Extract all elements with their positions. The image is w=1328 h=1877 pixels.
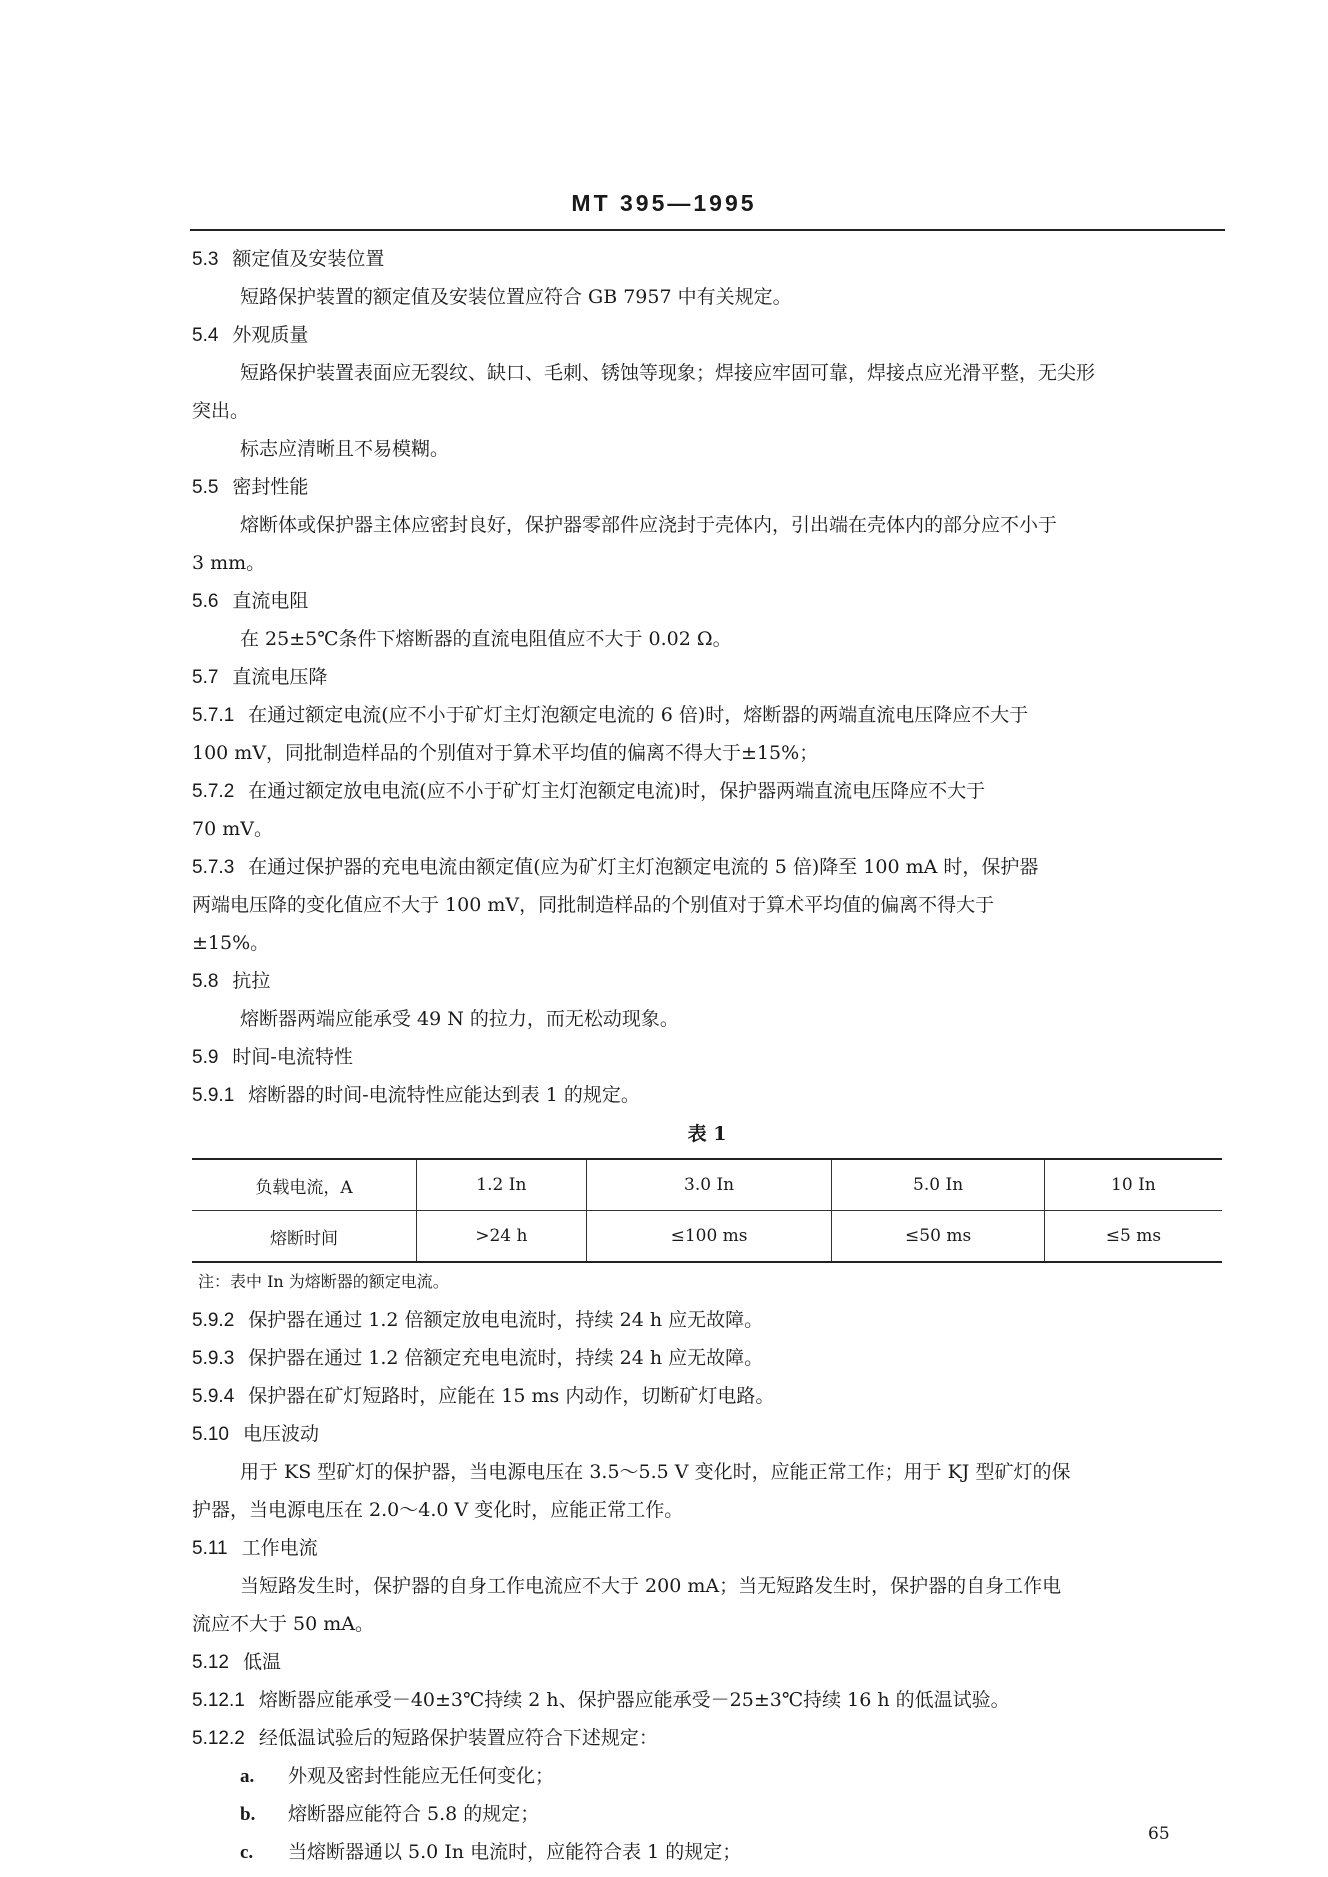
paragraph-line: [192, 810, 1222, 848]
line-text: 短路保护装置的额定值及安装位置应符合 GB 7957 中有关规定。: [240, 286, 792, 308]
line-text: 突出。: [192, 400, 250, 422]
line-text: 100 mV，同批制造样品的个别值对于算术平均值的偏离不得大于±15%；: [192, 742, 819, 764]
line-text: 护器，当电源电压在 2.0～4.0 V 变化时，应能正常工作。: [192, 1499, 684, 1521]
time-current-table: [192, 1158, 1222, 1263]
section-lines-part2: [192, 1301, 1222, 1757]
clause-heading-line: [192, 240, 1222, 278]
clause-number: 5.11: [192, 1538, 228, 1559]
clause-number: 5.12.1: [192, 1690, 245, 1711]
table-cell: 5.0 In: [832, 1159, 1044, 1211]
line-text: 保护器在通过 1.2 倍额定充电电流时，持续 24 h 应无故障。: [248, 1347, 764, 1369]
line-text: 工作电流: [241, 1537, 318, 1559]
clause-number: 5.12: [192, 1652, 229, 1673]
line-text: 短路保护装置表面应无裂纹、缺口、毛刺、锈蚀等现象；焊接应牢固可靠，焊接点应光滑平整，无尖形: [240, 362, 1096, 384]
table-cell: ≤100 ms: [586, 1211, 832, 1263]
clause-number: 5.7.1: [192, 705, 235, 726]
paragraph-line: [192, 1453, 1222, 1491]
list-item-text: 当熔断器通以 5.0 In 电流时，应能符合表 1 的规定；: [288, 1841, 742, 1863]
clause-heading-line: [192, 316, 1222, 354]
document-body: [192, 240, 1222, 1871]
table-note: 注：表中 In 为熔断器的额定电流。: [198, 1272, 449, 1291]
clause-number: 5.5: [192, 477, 219, 498]
paragraph-line: [192, 392, 1222, 430]
clause-heading-line: [192, 1529, 1222, 1567]
clause-number: 5.6: [192, 591, 219, 612]
line-text: 在 25±5℃条件下熔断器的直流电阻值应不大于 0.02 Ω。: [240, 628, 732, 650]
clause-number: 5.9.1: [192, 1085, 235, 1106]
line-text: 在通过额定放电电流(应不小于矿灯主灯泡额定电流)时，保护器两端直流电压降应不大于: [248, 780, 986, 802]
table-cell: 1.2 In: [417, 1159, 587, 1211]
paragraph-line: [192, 1605, 1222, 1643]
line-text: 经低温试验后的短路保护装置应符合下述规定：: [258, 1727, 658, 1749]
list-item-text: 熔断器应能符合 5.8 的规定；: [288, 1803, 540, 1825]
clause-heading-line: [192, 1038, 1222, 1076]
table-cell: ≤50 ms: [832, 1211, 1044, 1263]
clause-heading-line: [192, 1415, 1222, 1453]
paragraph-line: [192, 620, 1222, 658]
table-cell: ≤5 ms: [1044, 1211, 1222, 1263]
clause-heading-line: [192, 962, 1222, 1000]
line-text: 密封性能: [232, 476, 309, 498]
clause-number: 5.7.3: [192, 857, 235, 878]
clause-heading-line: [192, 696, 1222, 734]
list-item: [192, 1757, 1222, 1795]
paragraph-line: [192, 1567, 1222, 1605]
clause-heading-line: [192, 1301, 1222, 1339]
requirement-list: [192, 1757, 1222, 1871]
list-item-label: c.: [240, 1842, 254, 1863]
line-text: 直流电压降: [232, 666, 328, 688]
line-text: 熔断体或保护器主体应密封良好，保护器零部件应浇封于壳体内，引出端在壳体内的部分应不小于: [240, 514, 1058, 536]
line-text: 熔断器的时间-电流特性应能达到表 1 的规定。: [248, 1084, 640, 1106]
table-row: [192, 1159, 1222, 1211]
paragraph-line: [192, 734, 1222, 772]
clause-heading-line: [192, 1719, 1222, 1757]
clause-number: 5.7.2: [192, 781, 235, 802]
paragraph-line: [192, 506, 1222, 544]
paragraph-line: [192, 924, 1222, 962]
clause-number: 5.10: [192, 1424, 229, 1445]
paragraph-line: [192, 354, 1222, 392]
clause-number: 5.9: [192, 1047, 219, 1068]
page-number: 65: [1148, 1824, 1170, 1844]
clause-heading-line: [192, 468, 1222, 506]
clause-number: 5.9.4: [192, 1386, 235, 1407]
list-item-label: b.: [240, 1804, 256, 1825]
line-text: 在通过保护器的充电电流由额定值(应为矿灯主灯泡额定电流的 5 倍)降至 100 mA 时，保护器: [248, 856, 1039, 878]
line-text: ±15%。: [192, 932, 270, 954]
paragraph-line: [192, 544, 1222, 582]
line-text: 3 mm。: [192, 552, 266, 574]
table-cell: 3.0 In: [586, 1159, 832, 1211]
clause-heading-line: [192, 1681, 1222, 1719]
clause-number: 5.3: [192, 249, 219, 270]
clause-heading-line: [192, 582, 1222, 620]
clause-number: 5.8: [192, 971, 219, 992]
paragraph-line: [192, 1000, 1222, 1038]
clause-heading-line: [192, 772, 1222, 810]
clause-number: 5.12.2: [192, 1728, 245, 1749]
table-row: [192, 1211, 1222, 1263]
list-item-text: 外观及密封性能应无任何变化；: [288, 1765, 555, 1787]
list-item: [192, 1795, 1222, 1833]
table-cell: 10 In: [1044, 1159, 1222, 1211]
clause-heading-line: [192, 1076, 1222, 1114]
header-rule: [190, 229, 1225, 231]
line-text: 标志应清晰且不易模糊。: [240, 438, 450, 460]
table-caption: 表 1: [687, 1123, 727, 1145]
line-text: 电压波动: [242, 1423, 319, 1445]
line-text: 低温: [242, 1651, 281, 1673]
clause-number: 5.4: [192, 325, 219, 346]
paragraph-line: [192, 430, 1222, 468]
clause-heading-line: [192, 1339, 1222, 1377]
line-text: 两端电压降的变化值应不大于 100 mV，同批制造样品的个别值对于算术平均值的偏离不得大于: [192, 894, 995, 916]
line-text: 额定值及安装位置: [232, 248, 385, 270]
line-text: 时间-电流特性: [232, 1046, 353, 1068]
paragraph-line: [192, 886, 1222, 924]
clause-heading-line: [192, 848, 1222, 886]
list-item-label: a.: [240, 1766, 255, 1787]
line-text: 70 mV。: [192, 818, 273, 840]
clause-heading-line: [192, 658, 1222, 696]
line-text: 用于 KS 型矿灯的保护器，当电源电压在 3.5～5.5 V 变化时，应能正常工作；用于 KJ 型矿灯的保: [240, 1461, 1071, 1483]
table-cell: 熔断时间: [270, 1228, 338, 1249]
document-header-code: MT 395—1995: [571, 190, 757, 216]
line-text: 抗拉: [232, 970, 271, 992]
line-text: 熔断器应能承受－40±3℃持续 2 h、保护器应能承受－25±3℃持续 16 h 的低温试验。: [258, 1689, 1010, 1711]
clause-number: 5.9.2: [192, 1310, 235, 1331]
paragraph-line: [192, 1491, 1222, 1529]
section-lines-part1: [192, 240, 1222, 1114]
table-cell: 负载电流，A: [192, 1159, 417, 1211]
line-text: 熔断器两端应能承受 49 N 的拉力，而无松动现象。: [240, 1008, 679, 1030]
table-cell: >24 h: [417, 1211, 587, 1263]
line-text: 流应不大于 50 mA。: [192, 1613, 374, 1635]
line-text: 外观质量: [232, 324, 309, 346]
line-text: 直流电阻: [232, 590, 309, 612]
paragraph-line: [192, 278, 1222, 316]
clause-number: 5.9.3: [192, 1348, 235, 1369]
list-item: [192, 1833, 1222, 1871]
clause-heading-line: [192, 1643, 1222, 1681]
clause-number: 5.7: [192, 667, 219, 688]
line-text: 保护器在通过 1.2 倍额定放电电流时，持续 24 h 应无故障。: [248, 1309, 764, 1331]
line-text: 在通过额定电流(应不小于矿灯主灯泡额定电流的 6 倍)时，熔断器的两端直流电压降应不大于: [248, 704, 1029, 726]
clause-heading-line: [192, 1377, 1222, 1415]
line-text: 当短路发生时，保护器的自身工作电流应不大于 200 mA；当无短路发生时，保护器的自身工作电: [240, 1575, 1062, 1597]
line-text: 保护器在矿灯短路时，应能在 15 ms 内动作，切断矿灯电路。: [248, 1385, 775, 1407]
